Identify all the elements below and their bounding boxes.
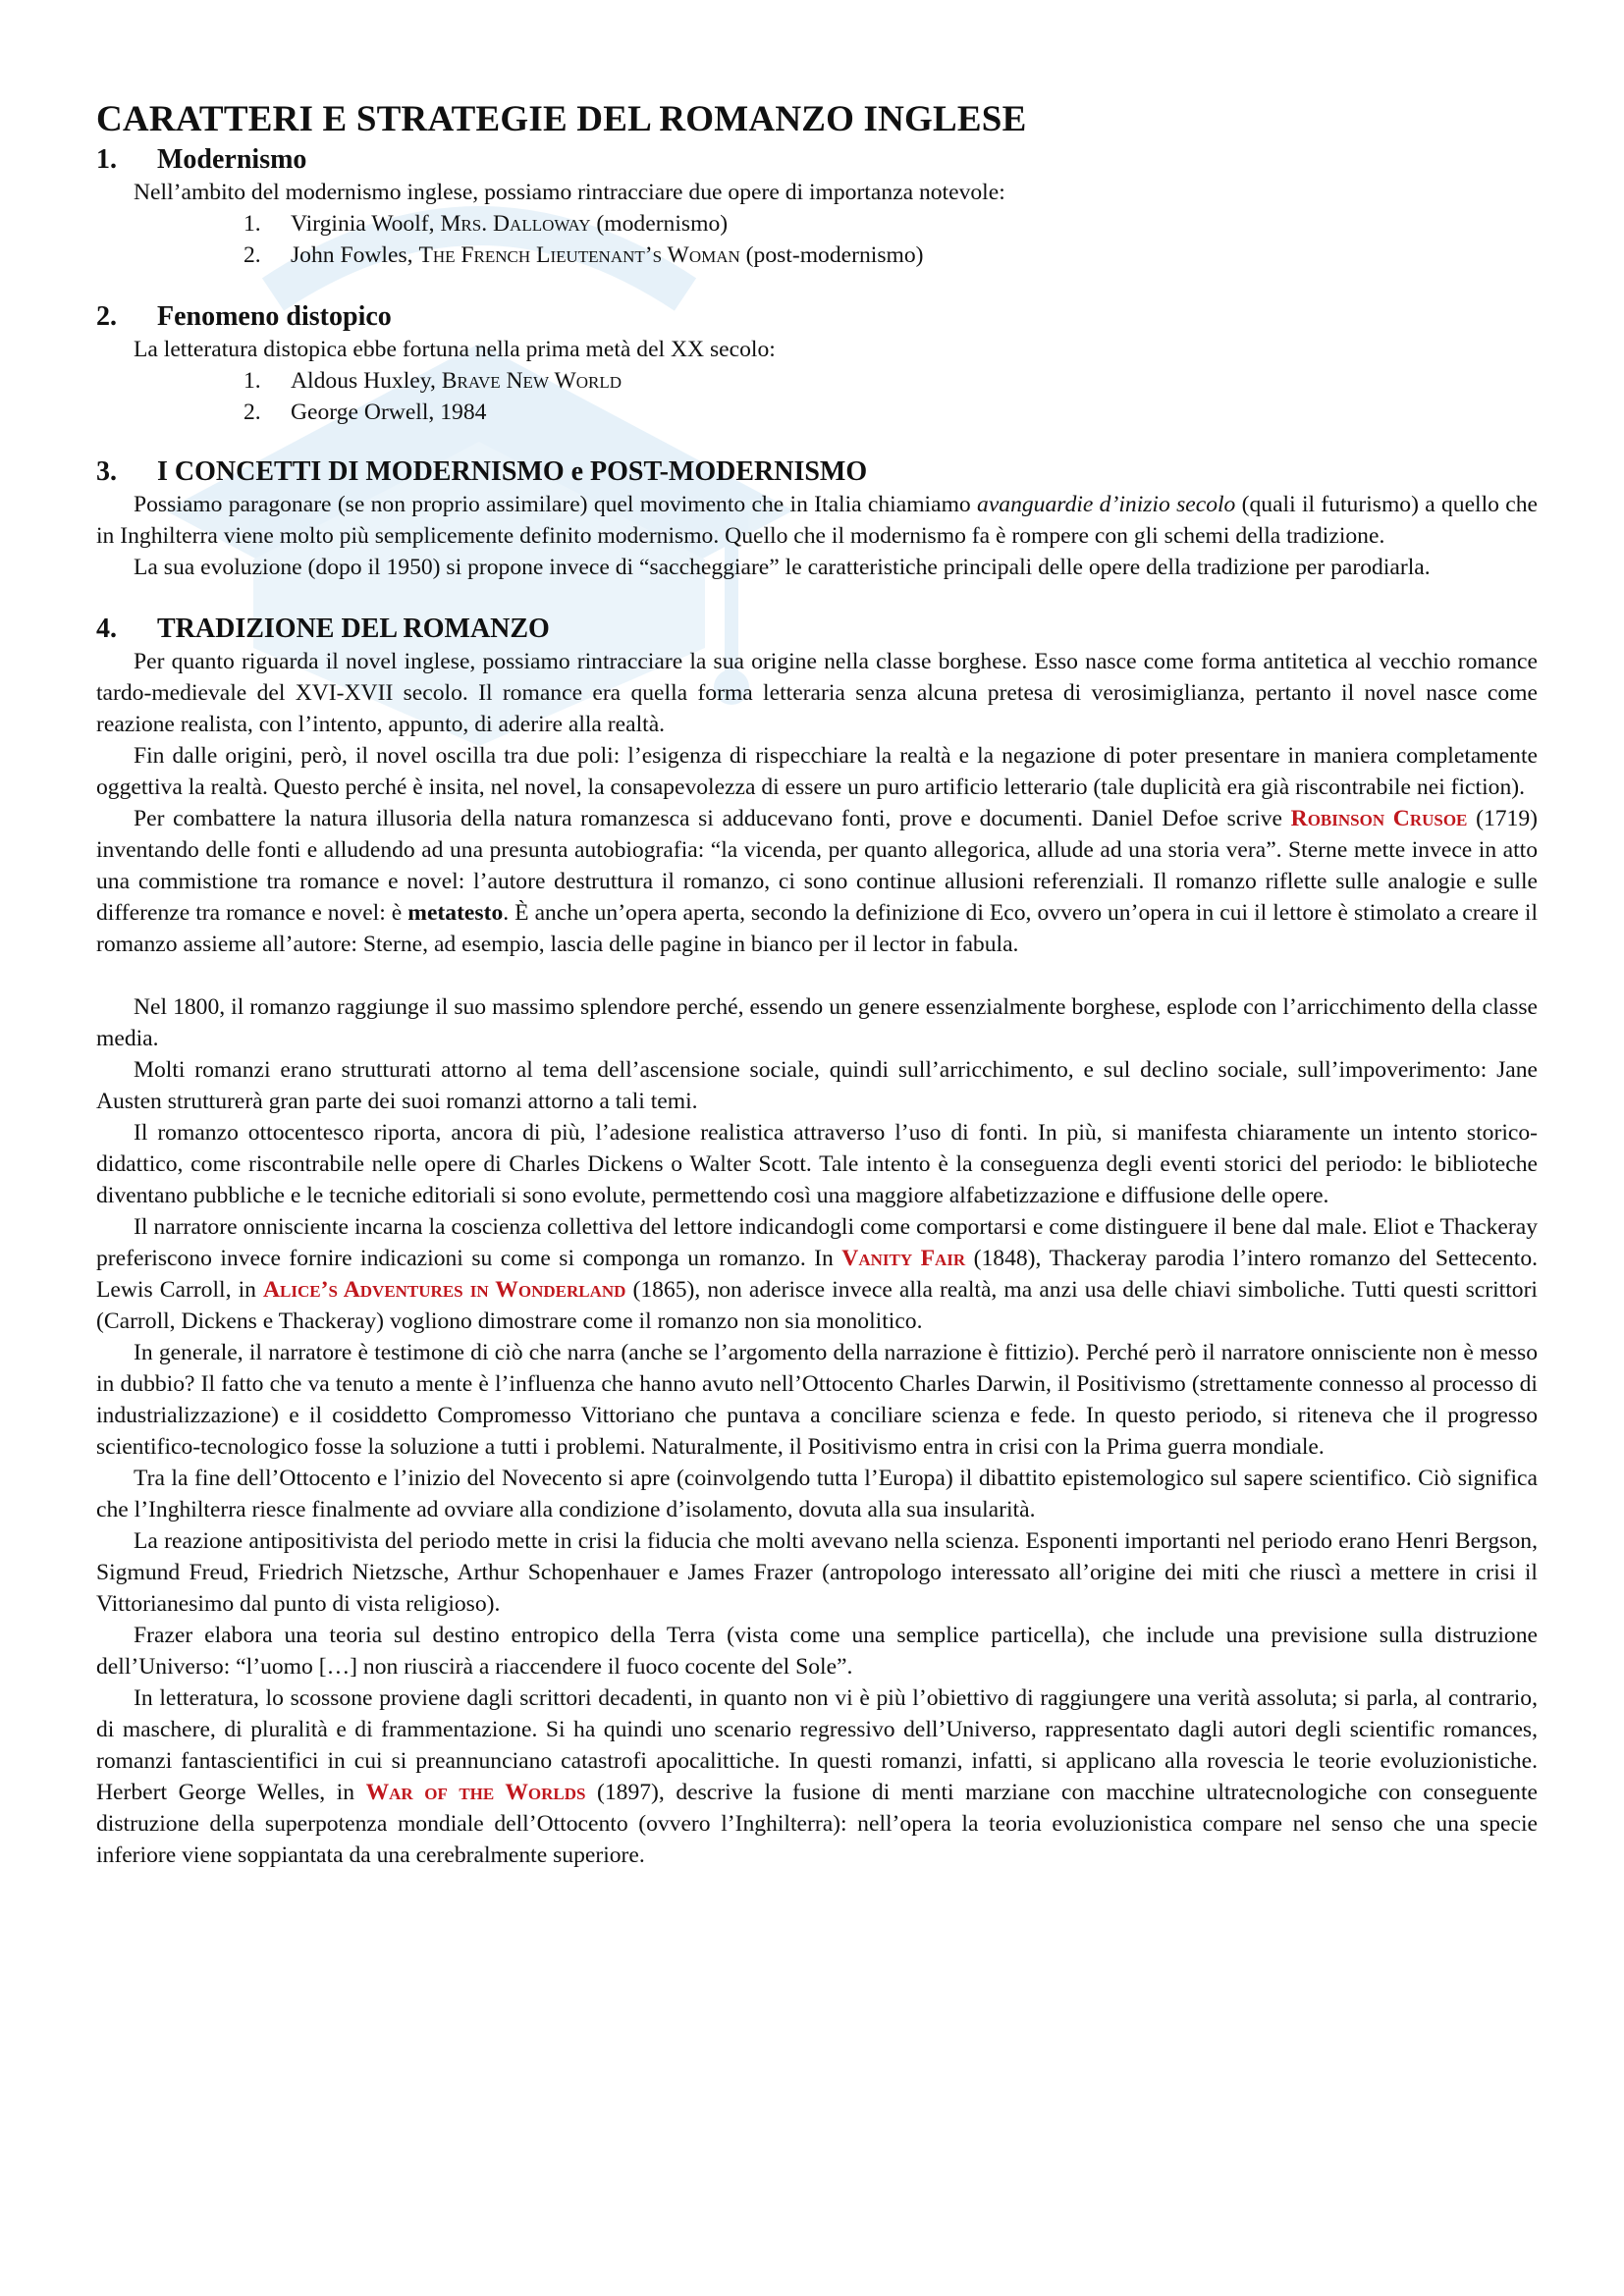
paragraph: La reazione antipositivista del periodo mette in crisi la fiducia che molti avevano nella scienza. Esponenti importanti nel periodo erano Henri Bergson, Sigmund Freud, Friedrich Nietzsche, Arthur Schopenhauer e James Frazer (antropologo interessato all’origine dei miti che riuscì a mettere in crisi il Vittorianesimo dal punto di vista religioso). [96,1528,1538,1617]
note: (post-modernismo) [739,242,924,268]
text: Il narratore onnisciente incarna la coscienza collettiva del lettore indicandogli come comportarsi e come distinguere il bene dal male. Eliot e Thackeray preferiscono invece fornire indicazioni su come si componga un romanzo. In [96,1214,1538,1271]
work-title: Brave New World [441,368,623,394]
section-title: Modernismo [157,144,307,175]
paragraph: Nel 1800, il romanzo raggiunge il suo massimo splendore perché, essendo un genere essenzialmente borghese, esplode con l’arricchimento della classe media. [96,994,1538,1051]
author: George Orwell, 1984 [291,400,487,425]
list-item [244,397,1538,428]
paragraph: Molti romanzi erano strutturati attorno al tema dell’ascensione sociale, quindi sull’arricchimento, e sul declino sociale, sull’impoverimento: Jane Austen strutturerà gran parte dei suoi romanzi attorno a tali temi. [96,1057,1538,1114]
paragraph: Frazer elabora una teoria sul destino entropico della Terra (vista come una semplice particella), che include una previsione sulla distruzione dell’Universo: “l’uomo […] non riuscirà a riaccendere il fuoco cocente del Sole”. [96,1623,1538,1680]
paragraph: La sua evoluzione (dopo il 1950) si propone invece di “saccheggiare” le caratteristiche principali delle opere della tradizione per parodiarla. [134,555,1431,580]
text: . È anche un’opera aperta, secondo la definizione di Eco, ovvero un’opera in cui il lettore è stimolato a creare il romanzo assieme all’autore: Sterne, ad esempio, lascia delle pagine in bianco per il lector in fabula. [96,900,1539,957]
works-list [96,365,1538,428]
section-intro: La letteratura distopica ebbe fortuna nella prima metà del XX secolo: [134,337,776,362]
section-heading [96,300,1538,334]
paragraph: Tra la fine dell’Ottocento e l’inizio del Novecento si apre (coinvolgendo tutta l’Europa) il dibattito epistemologico sul sapere scientifico. Ciò significa che l’Inghilterra riesce finalmente ad ovviare alla condizione d’isolamento, dovuta alla sua insularità. [96,1466,1538,1522]
section-title: TRADIZIONE DEL ROMANZO [157,614,550,644]
works-list [96,208,1538,271]
text: (1848), Thackeray parodia l’intero romanzo del Settecento. Lewis Carroll, in [96,1246,1539,1303]
list-number: 1. [244,368,261,394]
section-heading [96,143,1538,177]
work-title: Vanity Fair [841,1246,966,1271]
text: (quali il futurismo) a quello che in Inghilterra viene molto più semplicemente definito modernismo. Quello che il modernismo fa è rompere con gli schemi della tradizione. [96,492,1538,549]
document-page [96,98,1538,1900]
paragraph: Fin dalle origini, però, il novel oscilla tra due poli: l’esigenza di rispecchiare la realtà e la negazione di poter presentare in maniera completamente oggettiva la realtà. Questo perché è insita, nel novel, la consapevolezza di essere un puro artificio letterario (tale duplicità era già riscontrabile nei fiction). [96,743,1538,800]
note: (modernismo) [590,211,729,237]
emphasis: avanguardie d’inizio secolo [977,492,1236,517]
section-number: 1. [96,144,117,175]
list-number: 2. [244,242,261,268]
work-title: Alice’s Adventures in Wonderland [263,1277,626,1303]
text: (1719) inventando delle fonti e alludendo ad una presunta autobiografia: “la vicenda, per quanto allegorica, allude ad una storia vera”. Sterne mette invece in atto una commistione tra romance e novel: l’autore destruttura il romanzo, ci sono continue allusioni referenziali. Il romanzo riflette sulle analogie e sulle differenze tra romance e novel: è [96,806,1538,926]
text: Possiamo paragonare (se non proprio assimilare) quel movimento che in Italia chiamiamo [134,492,978,517]
list-number: 1. [244,211,261,237]
author: Virginia Woolf, [291,211,441,237]
section-distopico [96,300,1538,428]
section-modernismo [96,143,1538,271]
work-title: Robinson Crusoe [1290,806,1468,831]
paragraph [96,803,1538,960]
text: Per combattere la natura illusoria della natura romanzesca si adducevano fonti, prove e documenti. Daniel Defoe scrive [134,806,1291,831]
work-title: Mrs. Dalloway [440,211,591,237]
paragraph: In generale, il narratore è testimone di ciò che narra (anche se l’argomento della narrazione è fittizio). Perché però il narratore onnisciente non è messo in dubbio? Il fatto che va tenuto a mente è l’influenza che hanno avuto nell’Ottocento Charles Darwin, il Positivismo (strettamente connesso al processo di industrializzazione) e il cosiddetto Compromesso Vittoriano che puntava a conciliare scienza e fede. In questo periodo, si riteneva che il progresso scientifico-tecnologico fosse la soluzione a tutti i problemi. Naturalmente, il Positivismo entra in crisi con la Prima guerra mondiale. [96,1340,1538,1460]
text: In letteratura, lo scossone proviene dagli scrittori decadenti, in quanto non vi è più l’obiettivo di raggiungere una verità assoluta; si parla, al contrario, di maschere, di pluralità e di frammentazione. Si ha quindi uno scenario regressivo dell’Universo, rappresentato dagli autori degli scientific romances, romanzi fantascientifici in cui si preannunciano catastrofi apocalittiche. In questi romanzi, infatti, si applicano alla rovescia le teorie evoluzionistiche. Herbert George Welles, in [96,1685,1538,1805]
paragraph: Per quanto riguarda il novel inglese, possiamo rintracciare la sua origine nella classe borghese. Esso nasce come forma antitetica al vecchio romance tardo-medievale del XVI-XVII secolo. Il romance era quella forma letteraria senza alcuna pretesa di verosimiglianza, pertanto il novel nasce come reazione realista, con l’intento, appunto, di aderire alla realtà. [96,649,1538,737]
work-title: War of the Worlds [365,1780,586,1805]
section-title: I CONCETTI DI MODERNISMO e POST-MODERNISMO [157,456,868,487]
section-intro: Nell’ambito del modernismo inglese, possiamo rintracciare due opere di importanza notevole: [134,180,1005,205]
list-item [244,365,1538,397]
paragraph [96,1211,1538,1337]
section-title: Fenomeno distopico [157,301,392,332]
section-heading [96,455,1538,489]
paragraph: Il romanzo ottocentesco riporta, ancora di più, l’adesione realistica attraverso l’uso di fonti. In più, si manifesta chiaramente un intento storico-didattico, come riscontrabile nelle opere di Charles Dickens o Walter Scott. Tale intento è la conseguenza degli eventi storici del periodo: le biblioteche diventano pubbliche e le tecniche editoriali si sono evolute, permettendo così una maggiore alfabetizzazione e diffusione delle opere. [96,1120,1538,1208]
section-number: 3. [96,456,117,487]
author: Aldous Huxley, [291,368,442,394]
section-concetti [96,455,1538,583]
list-number: 2. [244,400,261,425]
list-item [244,208,1538,240]
list-item [244,240,1538,271]
section-number: 4. [96,614,117,644]
section-tradizione [96,613,1538,1871]
section-number: 2. [96,301,117,332]
work-title: The French Lieutenant’s Woman [418,242,740,268]
text: (1865), non aderisce invece alla realtà, ma anzi usa delle chiavi simboliche. Tutti questi scrittori (Carroll, Dickens e Thackeray) vogliono dimostrare come il romanzo non sia monolitico. [96,1277,1538,1334]
paragraph [96,489,1538,552]
bold-term: metatesto [407,900,504,926]
page-title: CARATTERI E STRATEGIE DEL ROMANZO INGLESE [96,99,1027,139]
paragraph [96,1682,1538,1871]
text: (1897), descrive la fusione di menti marziane con macchine ultratecnologiche con conseguente distruzione della superpotenza mondiale dell’Ottocento (ovvero l’Inghilterra): nell’opera la teoria evoluzionistica compare nel senso che una specie inferiore viene soppiantata da una cerebralmente superiore. [96,1780,1538,1868]
section-heading [96,613,1538,646]
author: John Fowles, [291,242,419,268]
